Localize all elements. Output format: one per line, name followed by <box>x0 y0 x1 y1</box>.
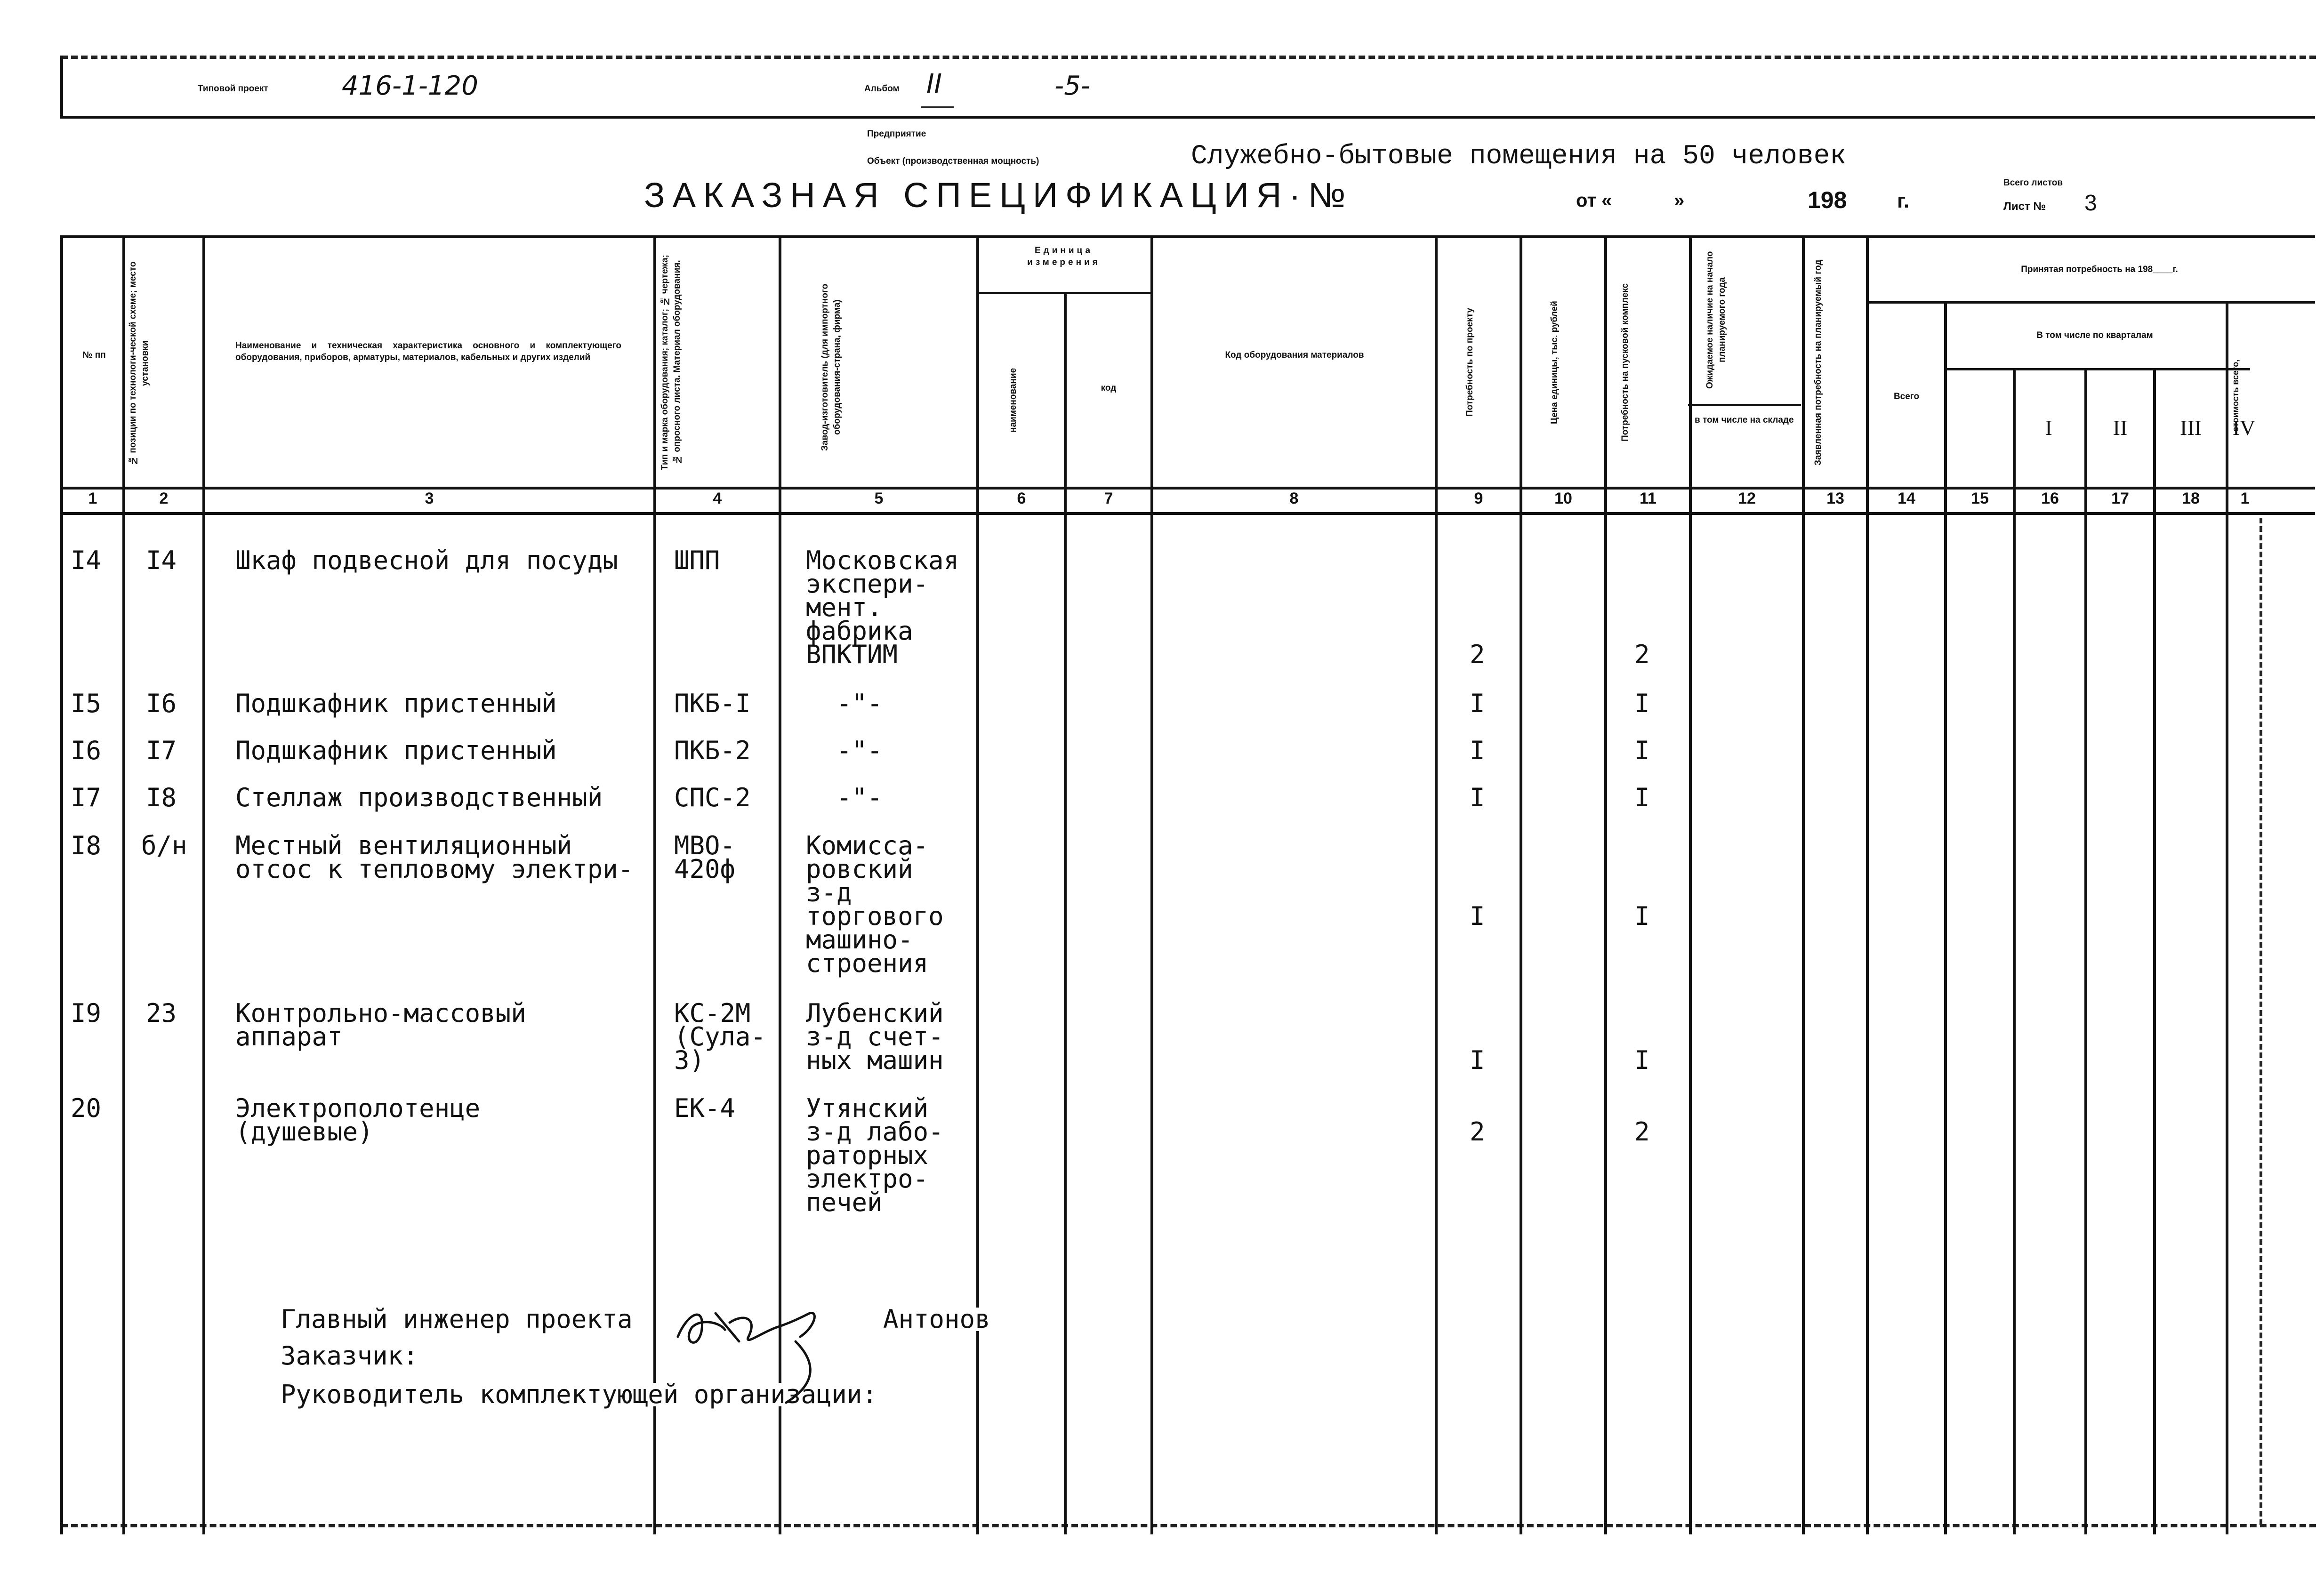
col-num-3: 3 <box>425 490 434 507</box>
row-5-type: МВО- 420ф <box>674 831 736 884</box>
col-num-2: 2 <box>159 490 169 507</box>
page-marker: -5- <box>1054 71 1091 101</box>
col-header-12-top: Ожидаемое наличие на начало планируемого года <box>1705 251 1727 389</box>
col-line-9 <box>1520 235 1522 1534</box>
row-4-number: I7 <box>71 783 102 812</box>
object-value: Служебно-бытовые помещения на 50 человек <box>1191 141 1847 172</box>
row-2-need: I <box>1470 689 1485 718</box>
col-num-18: 18 <box>2182 490 2200 507</box>
col-num-11: 11 <box>1640 490 1657 507</box>
col-header-3: Наименование и техническая характеристика основного и комплектующего оборудования, приборов, арматуры, материалов, кабельных и других изделий <box>235 341 621 362</box>
col-num-6: 6 <box>1017 490 1026 507</box>
col-header-8: Код оборудования материалов <box>1225 350 1364 360</box>
row-1-number: I4 <box>71 546 102 575</box>
quarters-group-line <box>1944 368 2250 370</box>
col-num-4: 4 <box>713 490 722 507</box>
album-label: Альбом <box>864 84 900 94</box>
row-3-name: Подшкафник пристенный <box>235 736 557 765</box>
row-1-maker: Московская экспери- мент. фабрика ВПКТИМ <box>806 546 959 669</box>
chief-engineer-name: Антонов <box>883 1304 990 1334</box>
total-sheets-label: Всего листов <box>2003 178 2063 188</box>
table-top-line <box>60 235 2315 238</box>
col-line-1 <box>122 235 125 1534</box>
col-line-6 <box>1064 293 1067 1534</box>
col-line-8 <box>1435 235 1438 1534</box>
row-5-maker: Комисса- ровский з-д торгового машино- строения <box>806 831 944 978</box>
row-3-maker: -"- <box>806 736 883 765</box>
row-3-position: I7 <box>146 736 177 765</box>
col-line-19 <box>2260 518 2262 1525</box>
album-underline <box>921 106 954 108</box>
col-num-16: 16 <box>2041 490 2059 507</box>
col-header-12-bottom: в том числе на складе <box>1695 415 1794 425</box>
year-suffix: г. <box>1897 189 1910 212</box>
col-header-14: Всего <box>1893 392 1920 401</box>
column-number-row-bottom <box>60 512 2315 515</box>
col-line-7 <box>1150 235 1153 1534</box>
album-number: II <box>926 69 942 99</box>
row-5-name: Местный вентиляционный отсос к тепловому электри- <box>235 831 634 884</box>
row-3-need: I <box>1470 736 1485 765</box>
col-num-8: 8 <box>1289 490 1299 507</box>
col-line-14 <box>1944 302 1947 1534</box>
col-num-9: 9 <box>1474 490 1483 507</box>
col-num-10: 10 <box>1554 490 1572 507</box>
row-3-number: I6 <box>71 736 102 765</box>
row-2-number: I5 <box>71 689 102 718</box>
row-7-start: 2 <box>1634 1117 1650 1147</box>
row-1-name: Шкаф подвесной для посуды <box>235 546 618 575</box>
col-line-15 <box>2013 369 2016 1534</box>
row-7-name: Электрополотенце (душевые) <box>235 1093 481 1147</box>
col-num-13: 13 <box>1826 490 1844 507</box>
col-header-10: Цена единицы, тыс. рублей <box>1550 301 1560 424</box>
row-4-start: I <box>1634 783 1650 812</box>
col-line-2 <box>202 235 205 1534</box>
row-3-type: ПКБ-2 <box>674 736 751 765</box>
col-header-1: № пп <box>82 350 106 360</box>
row-7-need: 2 <box>1470 1117 1485 1147</box>
col12-split-line <box>1688 404 1801 406</box>
col-line-10 <box>1604 235 1607 1534</box>
row-7-type: ЕК-4 <box>674 1093 736 1123</box>
sheet-number: 3 <box>2084 191 2097 216</box>
left-border-top <box>60 56 63 117</box>
col-line-3 <box>653 235 656 1534</box>
row-2-type: ПКБ-I <box>674 689 751 718</box>
document-title: ЗАКАЗНАЯ СПЕЦИФИКАЦИЯ·№ <box>644 176 1353 215</box>
col-line-5 <box>976 235 979 1534</box>
row-6-maker: Лубенский з-д счет- ных машин <box>806 998 944 1075</box>
row-2-position: I6 <box>146 689 177 718</box>
row-6-start: I <box>1634 1045 1650 1075</box>
col-header-q2: II <box>2113 416 2128 440</box>
enterprise-label: Предприятие <box>867 129 926 139</box>
row-6-type: КС-2М (Сула- 3) <box>674 998 766 1075</box>
row-5-number: I8 <box>71 831 102 860</box>
col-header-6: наименование <box>1008 368 1018 433</box>
object-label: Объект (производственная мощность) <box>867 156 1039 166</box>
col-header-q1: I <box>2045 416 2052 440</box>
row-4-type: СПС-2 <box>674 783 751 812</box>
bottom-dashed-border <box>61 1524 2316 1527</box>
customer-label: Заказчик: <box>281 1341 418 1371</box>
col-header-19: стоимость всего, <box>2231 359 2240 432</box>
row-4-name: Стеллаж производственный <box>235 783 603 812</box>
project-label: Типовой проект <box>198 84 268 94</box>
row-1-need: 2 <box>1470 640 1485 669</box>
row-6-position: 23 <box>146 998 177 1028</box>
col-num-1: 1 <box>88 490 97 507</box>
handwritten-signature <box>668 1285 838 1407</box>
date-close-quote: » <box>1674 190 1685 211</box>
row-4-need: I <box>1470 783 1485 812</box>
col-num-12: 12 <box>1738 490 1756 507</box>
col-num-5: 5 <box>874 490 884 507</box>
year-prefix: 198 <box>1808 187 1847 213</box>
top-dashed-border <box>61 56 2316 59</box>
col-line-18 <box>2226 302 2228 1534</box>
chief-engineer-label: Главный инженер проекта <box>281 1304 633 1334</box>
row-2-start: I <box>1634 689 1650 718</box>
quarters-group-header: В том числе по кварталам <box>2036 330 2153 340</box>
row-1-type: ШПП <box>674 546 720 575</box>
col-num-7: 7 <box>1104 490 1113 507</box>
row-1-position: I4 <box>146 546 177 575</box>
col-num-14: 14 <box>1898 490 1915 507</box>
row-4-maker: -"- <box>806 783 883 812</box>
col-line-16 <box>2084 369 2087 1534</box>
col-header-11: Потребность на пусковой комплекс <box>1620 283 1630 442</box>
accepted-group-header: Принятая потребность на 198____г. <box>2021 265 2178 274</box>
row-7-maker: Утянский з-д лабо- раторных электро- печей <box>806 1093 944 1217</box>
row-6-name: Контрольно-массовый аппарат <box>235 998 526 1051</box>
sheet-label: Лист № <box>2003 200 2046 213</box>
col-header-7: код <box>1101 383 1117 393</box>
col-header-5: Завод-изготовитель (для импортного оборудования-страна, фирма) <box>820 283 842 451</box>
col-header-q3: III <box>2180 416 2202 440</box>
project-number: 416-1-120 <box>342 71 478 101</box>
row-6-number: I9 <box>71 998 102 1028</box>
col-num-15: 15 <box>1971 490 1989 507</box>
col-header-4: Тип и марка оборудования; каталог; № чертежа; № опросного листа. Материал оборудования. <box>660 255 682 470</box>
col-line-0 <box>60 235 63 1534</box>
row-1-start: 2 <box>1634 640 1650 669</box>
col-header-q4: IV <box>2232 416 2256 440</box>
row-5-need: I <box>1470 901 1485 931</box>
accepted-group-line <box>1867 301 2315 304</box>
row-5-position: б/н <box>141 831 187 860</box>
row-6-need: I <box>1470 1045 1485 1075</box>
col-header-13: Заявленная потребность на планируемый год <box>1813 259 1823 465</box>
row-4-position: I8 <box>146 783 177 812</box>
col-num-19: 1 <box>2240 490 2250 507</box>
col-header-2: № позиции по технологи-ческой схеме; место установки <box>128 261 150 465</box>
row-2-maker: -"- <box>806 689 883 718</box>
col-line-12 <box>1802 235 1805 1534</box>
row-7-number: 20 <box>71 1093 102 1123</box>
col-line-17 <box>2153 369 2156 1534</box>
row-2-name: Подшкафник пристенный <box>235 689 557 718</box>
col-header-9: Потребность по проекту <box>1465 308 1475 417</box>
unit-group-header: Единица измерения <box>1027 246 1101 267</box>
date-from-label: от « <box>1576 190 1612 211</box>
header-separator-line <box>60 116 2315 119</box>
row-3-start: I <box>1634 736 1650 765</box>
col-line-13 <box>1866 235 1869 1534</box>
row-5-start: I <box>1634 901 1650 931</box>
col-line-11 <box>1689 235 1692 1534</box>
supplier-label: Руководитель комплектующей организации: <box>281 1380 877 1409</box>
col-num-17: 17 <box>2111 490 2129 507</box>
